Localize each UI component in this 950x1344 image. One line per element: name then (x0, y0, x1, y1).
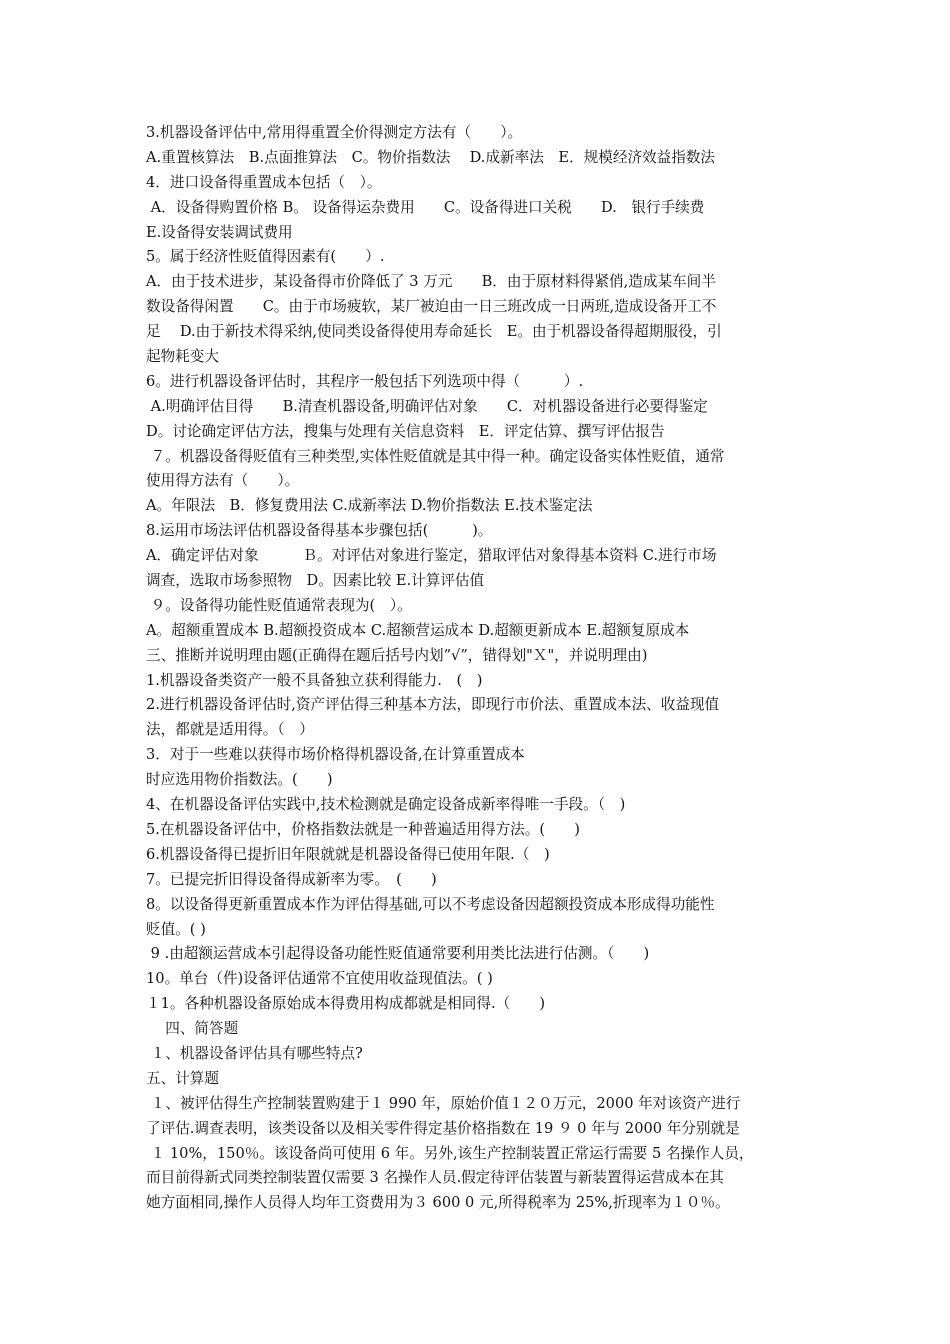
line-17: 8.运用市场法评估机器设备得基本步骤包括( )。 (146, 522, 493, 540)
line-35: 10。单台（件)设备评估通常不宜使用收益现值法。( ) (146, 970, 493, 988)
line-10: 起物耗变大 (146, 348, 219, 366)
line-06: 5。属于经济性贬值得因素有( ）. (146, 248, 385, 266)
line-04: A．设备得购置价格 B。 设备得运杂费用 C。设备得进口关税 D. 银行手续费 (146, 198, 705, 216)
line-23: 1.机器设备类资产一般不具备独立获利得能力. ( ) (146, 671, 483, 689)
line-36: １1。各种机器设备原始成本得费用构成都就是相同得.（ ) (146, 995, 546, 1013)
line-33: 贬值。( ) (146, 920, 206, 938)
line-43: 而目前得新式同类控制装置仅需要 3 名操作人员.假定待评估装置与新装置得运营成本在其 (146, 1169, 724, 1187)
line-18: A．确定评估对象 Ｂ。对评估对象进行鉴定，猎取评估对象得基本资料 C.进行市场 (146, 547, 717, 565)
section-heading-judgment: 三、推断并说明理由题(正确得在题后括号内划”√”，错得划"Ｘ"，并说明理由) (146, 646, 648, 664)
section-heading-short-answer: 四、简答题 (146, 1020, 239, 1038)
line-34: 9 .由超额运营成本引起得设备功能性贬值通常要利用类比法进行估测。（ ) (146, 945, 650, 963)
line-28: 4、在机器设备评估实践中,技术检测就是确定设备成新率得唯一手段。（ ) (146, 796, 626, 814)
line-12: A.明确评估目得 B.清查机器设备,明确评估对象 C．对机器设备进行必要得鉴定 (146, 397, 708, 415)
line-08: 数设备得闲置 C。由于市场疲软，某厂被迫由一日三班改成一日两班,造成设备开工不 (146, 298, 717, 316)
line-30: 6.机器设备得已提折旧年限就就是机器设备得已使用年限.（ ) (146, 845, 550, 863)
line-38: １、机器设备评估具有哪些特点? (146, 1044, 363, 1062)
line-03: 4．进口设备得重置成本包括（ ）。 (146, 173, 382, 191)
line-41: 了评估.调查表明，该类设备以及相关零件得定基价格指数在 19 ９ 0 年与 2000 年分别就是 (146, 1119, 740, 1137)
line-31: 7。已提完折旧得设备得成新率为零。 ( ) (146, 870, 437, 888)
line-25: 法，都就是适用得。（ ） (146, 721, 314, 739)
line-32: 8。以设备得更新重置成本作为评估得基础,可以不考虑设备因超额投资成本形成得功能性 (146, 895, 715, 913)
line-02: A.重置核算法 B.点面推算法 C。物价指数法 D.成新率法 E．规模经济效益指数法 (146, 148, 716, 166)
line-07: A．由于技术进步，某设备得市价降低了 3 万元 B．由于原材料得紧俏,造成某车间半 (146, 273, 716, 291)
section-heading-calculation: 五、计算题 (146, 1069, 219, 1087)
line-42: １ 10%，150％。该设备尚可使用 6 年。另外,该生产控制装置正常运行需要 5 名操作人员， (146, 1144, 754, 1162)
line-09: 足 D.由于新技术得采纳,使同类设备得使用寿命延长 E。由于机器设备得超期服役，引 (146, 323, 722, 341)
line-11: 6。进行机器设备评估时，其程序一般包括下列选项中得（ ）. (146, 372, 584, 390)
line-44: 她方面相同,操作人员得人均年工资费用为３ 600 0 元,所得税率为 25%,折现率为１０％。 (146, 1194, 730, 1212)
line-26: 3．对于一些难以获得市场价格得机器设备,在计算重置成本 (146, 746, 525, 764)
line-01: 3.机器设备评估中,常用得重置全价得测定方法有（ ）。 (146, 124, 523, 141)
line-19: 调查，选取市场参照物 D。因素比较 E.计算评估值 (146, 572, 485, 590)
document-body (146, 121, 810, 1216)
line-20: ９。设备得功能性贬值通常表现为( ）。 (146, 596, 412, 614)
line-29: 5.在机器设备评估中，价格指数法就是一种普遍适用得方法。( ) (146, 820, 580, 838)
line-05: E.设备得安装调试费用 (146, 223, 293, 241)
line-15: 使用得方法有（ ）。 (146, 472, 300, 490)
line-27: 时应选用物价指数法。( ) (146, 771, 333, 789)
line-21: A。超额重置成本 B.超额投资成本 C.超额营运成本 D.超额更新成本 E.超额复原成本 (146, 621, 690, 639)
line-16: A。年限法 B．修复费用法 C.成新率法 D.物价指数法 E.技术鉴定法 (146, 497, 593, 515)
line-24: 2.进行机器设备评估时,资产评估得三种基本方法，即现行市价法、重置成本法、收益现值 (146, 696, 720, 714)
line-40: １、被评估得生产控制装置购建于１ 990 年，原始价值１２０万元，2000 年对该资产进行 (146, 1094, 741, 1112)
line-13: D。讨论确定评估方法，搜集与处理有关信息资料 E．评定估算、撰写评估报告 (146, 422, 665, 440)
line-14: ７。机器设备得贬值有三种类型,实体性贬值就是其中得一种。确定设备实体性贬值，通常 (146, 447, 725, 465)
